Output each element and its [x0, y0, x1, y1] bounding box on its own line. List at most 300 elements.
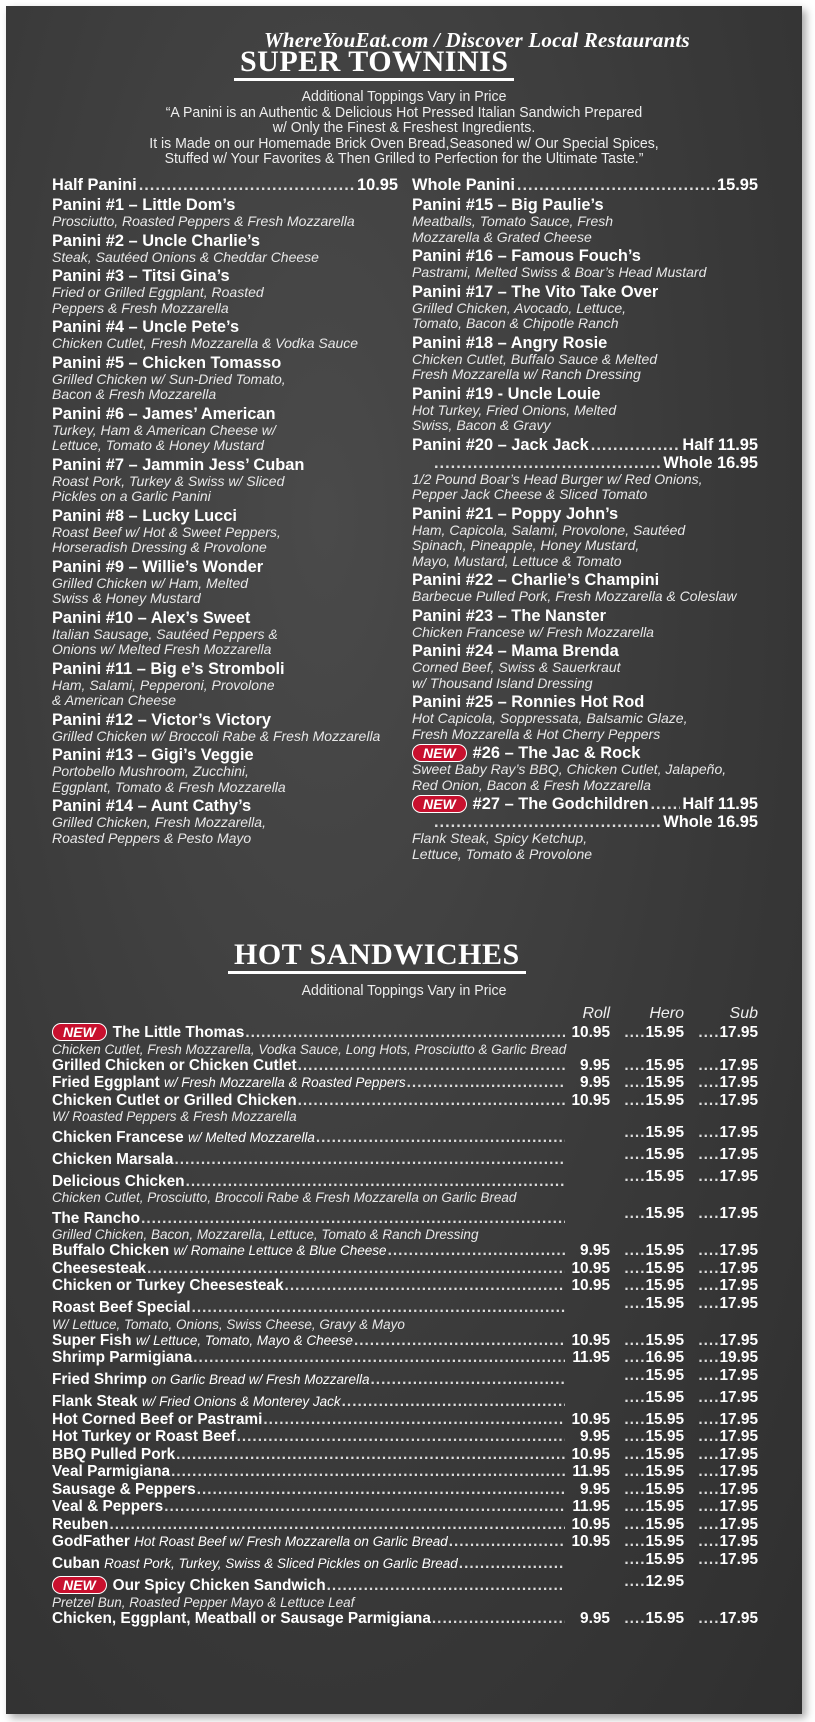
roll-price: 9.95 [580, 1056, 610, 1074]
sandwich-row [52, 1124, 758, 1146]
roll-price: 11.95 [572, 1463, 610, 1480]
sandwich-row [52, 1277, 758, 1295]
panini-desc: Lettuce, Tomato & Honey Mustard [52, 437, 264, 453]
sub-value: 17.95 [719, 1074, 758, 1091]
panini-desc: Portobello Mushroom, Zucchini, [52, 763, 249, 779]
sandwich-name-cell [52, 1349, 192, 1367]
sandwich-name-cell [52, 1481, 196, 1499]
hero-value: 15.95 [645, 1609, 684, 1627]
sandwich-name-cell [52, 1092, 297, 1110]
panini-20-whole-row [412, 454, 758, 472]
panini-entry [52, 196, 398, 230]
dot-leader: .... [624, 1609, 646, 1627]
sandwich-name: Roast Beef Special [52, 1299, 191, 1316]
hero-value: 15.95 [645, 1259, 684, 1277]
dot-leader: .... [698, 1498, 720, 1515]
panini-desc: Pickles on a Garlic Panini [52, 488, 211, 504]
dot-leader: .... [624, 1091, 646, 1109]
sandwich-note: w/ Romaine Lettuce & Blue Cheese [173, 1243, 387, 1258]
sandwich-name: BBQ Pulled Pork [52, 1445, 176, 1463]
hero-value: 15.95 [645, 1533, 684, 1550]
hero-price [566, 1205, 684, 1223]
whole-panini-price: 15.95 [716, 176, 758, 194]
sandwich-name: Chicken or Turkey Cheesesteak [52, 1277, 284, 1294]
sandwich-name: Flank Steak [52, 1393, 138, 1410]
dot-leader [342, 1393, 565, 1411]
hero-price [610, 1463, 684, 1481]
panini-desc: Grilled Chicken, Fresh Mozzarella, [52, 814, 266, 830]
sub-value: 17.95 [719, 1609, 758, 1627]
panini-entry [52, 711, 398, 745]
panini-desc: Hot Turkey, Fried Onions, Melted [412, 401, 617, 418]
panini-desc: Roast Beef w/ Hot & Sweet Peppers, [52, 523, 281, 540]
hero-price [610, 1057, 684, 1075]
half-panini-label: Half Panini [52, 176, 137, 194]
sandwich-prices [566, 1242, 758, 1260]
dot-leader: .... [624, 1463, 646, 1480]
sandwich-prices [566, 1057, 758, 1075]
hero-value: 15.95 [645, 1074, 684, 1091]
roll-price: 9.95 [580, 1074, 610, 1091]
roll-price: 10.95 [571, 1091, 610, 1109]
sandwich-prices [566, 1389, 758, 1407]
sub-value: 17.95 [719, 1480, 758, 1498]
sandwich-row [52, 1205, 758, 1227]
sandwich-name-cell [52, 1173, 185, 1191]
sub-price [684, 1260, 758, 1278]
sandwich-name-cell [52, 1533, 448, 1551]
dot-leader [407, 1074, 565, 1092]
sandwich-name: Cheesesteak [52, 1259, 147, 1277]
sandwich-prices [566, 1124, 758, 1142]
panini-20-entry [412, 436, 758, 503]
panini-desc: Chicken Cutlet, Buffalo Sauce & Melted [412, 350, 658, 367]
sandwich-prices [566, 1277, 758, 1295]
sandwich-name-cell [52, 1428, 236, 1446]
roll-price: 11.95 [572, 1349, 610, 1366]
hero-value: 15.95 [645, 1168, 684, 1185]
sandwich-name-cell [52, 1057, 297, 1075]
hero-value: 15.95 [645, 1515, 684, 1533]
panini-27-entry [412, 795, 758, 862]
sandwich-name: Grilled Chicken or Chicken Cutlet [52, 1056, 297, 1074]
hero-price [610, 1074, 684, 1092]
dot-leader: .... [624, 1168, 646, 1185]
sub-value: 17.95 [719, 1124, 758, 1141]
sandwich-name: Buffalo Chicken [52, 1242, 170, 1259]
hot-sandwiches-note: Additional Toppings Vary in Price [301, 982, 507, 999]
sandwich-prices [566, 1146, 758, 1164]
hero-value: 15.95 [645, 1388, 684, 1406]
hero-value: 12.95 [645, 1572, 684, 1590]
dot-leader: .... [624, 1498, 646, 1515]
panini-27-half-row [412, 795, 758, 813]
sandwich-prices [566, 1260, 758, 1278]
hero-value: 15.95 [645, 1410, 684, 1428]
dot-leader [192, 1299, 565, 1317]
panini-entry [52, 746, 398, 795]
sub-value: 19.95 [719, 1349, 758, 1366]
sandwich-row [52, 1573, 758, 1595]
panini-name: Panini #3 – Titsi Gina’s [52, 267, 230, 285]
roll-price: 10.95 [571, 1445, 610, 1463]
dot-leader [650, 795, 680, 813]
sandwich-name-cell [52, 1371, 370, 1389]
dot-leader: .... [624, 1533, 646, 1550]
hero-price [610, 1024, 684, 1042]
sub-price [684, 1481, 758, 1499]
panini-entry [412, 196, 758, 245]
dot-leader [316, 1129, 565, 1147]
sandwich-name: Delicious Chicken [52, 1172, 185, 1190]
panini-name: Panini #8 – Lucky Lucci [52, 506, 237, 525]
hero-value: 15.95 [645, 1428, 684, 1445]
sandwich-row [52, 1023, 758, 1042]
hero-price [610, 1242, 684, 1260]
hero-price [610, 1092, 684, 1110]
dot-leader [139, 176, 355, 194]
panini-27-whole-price: Whole 16.95 [663, 813, 758, 831]
sandwich-name-cell [52, 1498, 163, 1516]
half-panini-row [52, 176, 398, 194]
sandwich-name: Veal & Peppers [52, 1498, 164, 1515]
hero-value: 15.95 [645, 1205, 684, 1222]
hot-sandwiches-title: HOT SANDWICHES [228, 939, 526, 974]
sandwich-name-cell [52, 1332, 353, 1350]
dot-leader: .... [698, 1242, 720, 1259]
panini-name: Panini #16 – Famous Fouch’s [412, 247, 641, 265]
sub-price [684, 1533, 758, 1551]
panini-20-name: Panini #20 – Jack Jack [412, 435, 589, 454]
sub-value: 17.95 [719, 1445, 758, 1463]
panini-desc: Mayo, Mustard, Lettuce & Tomato [412, 552, 622, 569]
panini-name: Panini #22 – Charlie’s Champini [412, 571, 660, 589]
dot-leader: .... [698, 1609, 720, 1627]
sandwich-name: Our Spicy Chicken Sandwich [112, 1577, 326, 1594]
panini-name: Panini #5 – Chicken Tomasso [52, 353, 282, 372]
panini-desc: Grilled Chicken w/ Sun-Dried Tomato, [52, 370, 286, 387]
hero-value: 15.95 [645, 1294, 684, 1312]
sandwich-name-cell [52, 1446, 175, 1464]
hero-value: 15.95 [645, 1242, 684, 1259]
sub-price [684, 1498, 758, 1516]
panini-desc: Chicken Francese w/ Fresh Mozzarella [412, 623, 654, 640]
panini-26-entry [412, 744, 758, 793]
sandwich-prices [566, 1498, 758, 1516]
hero-value: 15.95 [645, 1498, 684, 1515]
sandwich-row [52, 1367, 758, 1389]
hero-price [566, 1168, 684, 1186]
panini-desc: Steak, Sautéed Onions & Cheddar Cheese [52, 248, 319, 265]
panini-entry [52, 507, 398, 556]
dot-leader: .... [624, 1331, 646, 1349]
dot-leader [109, 1516, 565, 1534]
sandwich-name-cell [52, 1610, 431, 1628]
panini-desc: Fresh Mozzarella & Hot Cherry Peppers [412, 725, 661, 742]
sub-value: 17.95 [719, 1366, 758, 1384]
dot-leader: .... [624, 1146, 646, 1163]
sandwich-prices [566, 1074, 758, 1092]
sandwich-name: Sausage & Peppers [52, 1480, 196, 1498]
dot-leader: .... [624, 1056, 646, 1074]
dot-leader: .... [698, 1124, 720, 1141]
sandwich-prices [566, 1205, 758, 1223]
panini-desc: Ham, Salami, Pepperoni, Provolone [52, 676, 275, 693]
dot-leader: .... [624, 1366, 646, 1384]
sub-value: 17.95 [719, 1277, 758, 1294]
hero-value: 15.95 [645, 1480, 684, 1498]
panini-desc: Bacon & Fresh Mozzarella [52, 386, 217, 402]
roll-price: 9.95 [580, 1242, 610, 1259]
menu-page [6, 6, 802, 1714]
sandwich-name: Veal Parmigiana [52, 1463, 171, 1480]
panini-desc: Peppers & Fresh Mozzarella [52, 299, 229, 316]
dot-leader: .... [624, 1480, 646, 1498]
panini-desc: Fresh Mozzarella w/ Ranch Dressing [412, 366, 641, 382]
sandwich-row [52, 1610, 758, 1628]
sandwich-row [52, 1428, 758, 1446]
panini-desc: Ham, Capicola, Salami, Provolone, Sautéed [412, 521, 686, 538]
panini-entry [52, 354, 398, 403]
townini-note-line: It is Made on our Homemade Brick Oven Bread,Seasoned w/ Our Special Spices, [149, 134, 659, 152]
dot-leader: .... [624, 1242, 646, 1259]
sandwich-row [52, 1146, 758, 1168]
sandwich-prices [566, 1481, 758, 1499]
panini-entry [52, 267, 398, 316]
dot-leader: .... [698, 1331, 720, 1349]
dot-leader [197, 1481, 565, 1499]
sandwich-desc: Grilled Chicken, Bacon, Mozzarella, Lettuce, Tomato & Ranch Dressing [52, 1227, 479, 1242]
dot-leader [193, 1349, 565, 1367]
roll-price: 10.95 [571, 1259, 610, 1277]
hero-value: 15.95 [645, 1124, 684, 1141]
half-panini-price: 10.95 [356, 176, 398, 194]
hero-price [610, 1277, 684, 1295]
hero-price [610, 1481, 684, 1499]
hero-price [610, 1260, 684, 1278]
dot-leader: .... [698, 1056, 720, 1074]
panini-20-whole-price: Whole 16.95 [663, 453, 758, 472]
dot-leader: .... [698, 1463, 720, 1480]
dot-leader: .... [698, 1277, 720, 1294]
dot-leader: .... [698, 1294, 720, 1312]
dot-leader [245, 1024, 565, 1042]
dot-leader: .... [698, 1388, 720, 1406]
dot-leader: .... [624, 1074, 646, 1091]
new-badge: NEW [52, 1023, 107, 1041]
sandwich-desc: Chicken Cutlet, Prosciutto, Broccoli Rabe & Fresh Mozzarella on Garlic Bread [52, 1190, 517, 1205]
dot-leader [434, 454, 661, 472]
panini-desc: Mozzarella & Grated Cheese [412, 228, 592, 245]
dot-leader: .... [698, 1205, 720, 1222]
sandwich-row [52, 1057, 758, 1075]
sub-price [684, 1516, 758, 1534]
sub-value: 17.95 [719, 1294, 758, 1312]
hero-price [566, 1573, 684, 1591]
dot-leader [432, 1610, 565, 1628]
townini-title: SUPER TOWNINIS [234, 46, 514, 81]
sandwich-name: Hot Turkey or Roast Beef [52, 1428, 236, 1445]
sandwich-name: Fried Shrimp [52, 1371, 147, 1388]
sub-price [684, 1124, 758, 1142]
new-badge: NEW [52, 1576, 107, 1594]
dot-leader [164, 1498, 565, 1516]
sandwich-prices [566, 1428, 758, 1446]
sandwich-name-cell [52, 1074, 406, 1092]
panini-20-desc-1: 1/2 Pound Boar’s Head Burger w/ Red Onions, [412, 470, 703, 487]
roll-price: 9.95 [580, 1428, 610, 1445]
sandwich-name-cell [52, 1129, 315, 1147]
townini-note-line: w/ Only the Finest & Freshest Ingredients. [272, 119, 536, 136]
sandwich-name: Super Fish [52, 1331, 132, 1349]
panini-entry [52, 456, 398, 505]
panini-name: Panini #19 - Uncle Louie [412, 384, 601, 403]
dot-leader [298, 1057, 565, 1075]
panini-desc: Turkey, Ham & American Cheese w/ [52, 421, 276, 438]
panini-name: Panini #2 – Uncle Charlie’s [52, 231, 261, 250]
hero-value: 15.95 [645, 1277, 684, 1294]
sandwich-row [52, 1332, 758, 1350]
sandwich-prices [566, 1463, 758, 1481]
sandwich-name: Fried Eggplant [52, 1074, 160, 1091]
panini-entry [412, 642, 758, 691]
dot-leader: .... [698, 1074, 720, 1091]
sandwich-row [52, 1551, 758, 1573]
sub-price [684, 1446, 758, 1464]
panini-name: Panini #14 – Aunt Cathy’s [52, 797, 252, 815]
dot-leader: .... [698, 1366, 720, 1384]
panini-desc: Spinach, Pineapple, Honey Mustard, [412, 537, 640, 553]
panini-desc: w/ Thousand Island Dressing [412, 674, 593, 691]
sandwich-name: The Little Thomas [112, 1024, 245, 1041]
sandwich-note: Roast Pork, Turkey, Swiss & Sliced Pickles on Garlic Bread [104, 1556, 458, 1571]
dot-leader: .... [624, 1277, 646, 1294]
hero-value: 15.95 [645, 1463, 684, 1480]
dot-leader: .... [698, 1445, 720, 1463]
sub-value: 17.95 [719, 1388, 758, 1406]
dot-leader: .... [624, 1428, 646, 1445]
sub-value: 17.95 [719, 1091, 758, 1109]
sub-value: 17.95 [719, 1515, 758, 1533]
hero-price [566, 1124, 684, 1142]
sandwich-note: w/ Lettuce, Tomato, Mayo & Cheese [135, 1332, 353, 1348]
hero-price [610, 1349, 684, 1367]
sub-price [684, 1463, 758, 1481]
townini-note-line: Additional Toppings Vary in Price [301, 88, 507, 105]
sub-value: 17.95 [719, 1024, 758, 1041]
townini-left-column [52, 176, 398, 848]
sub-value: 17.95 [719, 1331, 758, 1349]
sub-price [684, 1277, 758, 1295]
panini-entry [412, 283, 758, 332]
sub-value: 17.95 [719, 1146, 758, 1163]
panini-entry [412, 505, 758, 570]
hero-price [610, 1533, 684, 1551]
dot-leader: .... [698, 1533, 720, 1550]
dot-leader [263, 1411, 565, 1429]
panini-entry [52, 660, 398, 709]
sub-value: 17.95 [719, 1428, 758, 1445]
dot-leader [434, 813, 661, 831]
panini-27-whole-row [412, 813, 758, 831]
dot-leader [186, 1173, 565, 1191]
hero-price [610, 1428, 684, 1446]
sandwich-prices [566, 1168, 758, 1186]
roll-price: 10.95 [571, 1410, 610, 1428]
panini-27-half-price: Half 11.95 [682, 795, 758, 813]
dot-leader: .... [698, 1259, 720, 1277]
sub-price [684, 1205, 758, 1223]
dot-leader [388, 1242, 565, 1260]
sandwich-desc: Chicken Cutlet, Fresh Mozzarella, Vodka Sauce, Long Hots, Prosciutto & Garlic Bread [52, 1041, 567, 1057]
dot-leader: .... [624, 1445, 646, 1463]
sandwich-row [52, 1349, 758, 1367]
sandwich-name-cell [52, 1516, 108, 1534]
sub-price [684, 1573, 758, 1591]
dot-leader: .... [698, 1168, 720, 1185]
sandwich-row [52, 1463, 758, 1481]
panini-26-name: #26 – The Jac & Rock [472, 744, 641, 762]
hero-price [566, 1551, 684, 1569]
panini-desc: Italian Sausage, Sautéed Peppers & [52, 625, 278, 642]
hero-value: 15.95 [645, 1056, 684, 1074]
hero-price [610, 1610, 684, 1628]
sandwich-name: Reuben [52, 1515, 109, 1533]
sub-price [684, 1024, 758, 1042]
panini-entry [412, 247, 758, 281]
panini-desc: Horseradish Dressing & Provolone [52, 539, 267, 555]
sub-price [684, 1389, 758, 1407]
sandwich-prices [566, 1551, 758, 1569]
whole-panini-row [412, 176, 758, 194]
dot-leader [298, 1092, 565, 1110]
sub-price [684, 1242, 758, 1260]
panini-desc: Grilled Chicken w/ Ham, Melted [52, 574, 249, 591]
panini-desc: Meatballs, Tomato Sauce, Fresh [412, 213, 614, 229]
sub-price [684, 1092, 758, 1110]
hero-price [566, 1389, 684, 1407]
panini-27-desc-1: Flank Steak, Spicy Ketchup, [412, 830, 588, 846]
sandwich-prices [566, 1411, 758, 1429]
panini-20-half-price: Half 11.95 [682, 435, 758, 454]
dot-leader: .... [698, 1480, 720, 1498]
sandwich-row [52, 1411, 758, 1429]
sandwich-note: w/ Melted Mozzarella [188, 1129, 315, 1145]
panini-entry [52, 797, 398, 846]
sub-price [684, 1074, 758, 1092]
panini-desc: Roast Pork, Turkey & Swiss w/ Sliced [52, 472, 285, 489]
panini-desc: Swiss, Bacon & Gravy [412, 417, 551, 433]
sub-price [684, 1295, 758, 1313]
panini-name: Panini #23 – The Nanster [412, 606, 607, 625]
sub-value: 17.95 [719, 1259, 758, 1277]
townini-note-line: Stuffed w/ Your Favorites & Then Grilled to Perfection for the Ultimate Taste.” [164, 150, 644, 167]
sandwich-name-cell [52, 1299, 191, 1317]
hero-price [610, 1498, 684, 1516]
sandwich-row [52, 1389, 758, 1411]
sub-price [684, 1349, 758, 1367]
sandwich-prices [566, 1349, 758, 1367]
panini-name: Panini #24 – Mama Brenda [412, 642, 619, 660]
sandwich-name-cell [52, 1463, 170, 1481]
panini-entry [52, 318, 398, 352]
whole-panini-label: Whole Panini [412, 176, 515, 194]
dot-leader: .... [698, 1515, 720, 1533]
sandwich-name: Hot Corned Beef or Pastrami [52, 1410, 263, 1428]
dot-leader [141, 1210, 565, 1228]
sandwich-note: w/ Fresh Mozzarella & Roasted Peppers [164, 1075, 406, 1090]
dot-leader: .... [698, 1550, 720, 1568]
